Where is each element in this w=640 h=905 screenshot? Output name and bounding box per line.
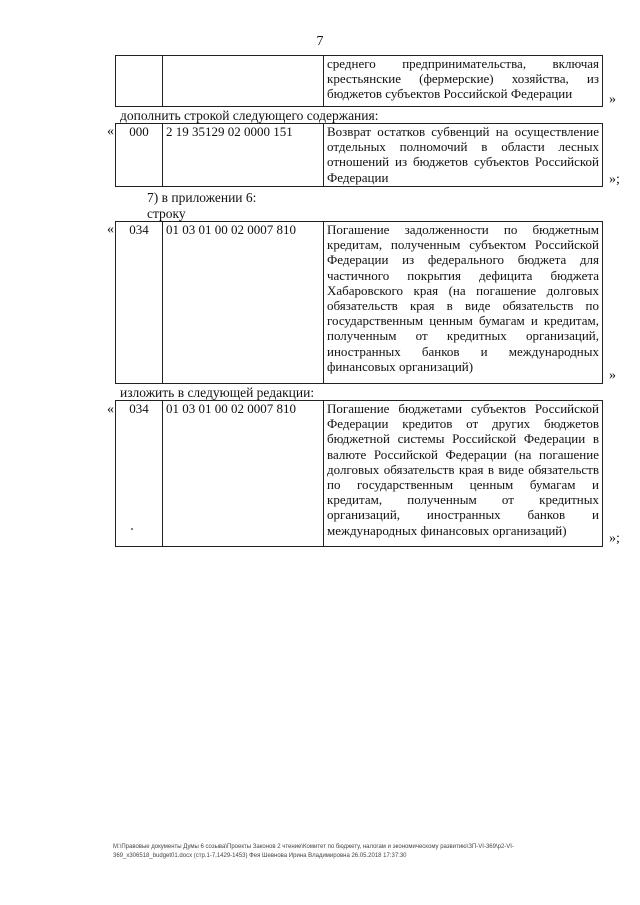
table-row: [116, 401, 603, 547]
table-old-row: [115, 221, 603, 384]
instruction-add-line: дополнить строкой следующего содержания:: [120, 108, 379, 123]
instruction-edit-line: изложить в следующей редакции:: [120, 385, 315, 400]
table-row: [116, 56, 603, 107]
row-word: строку: [147, 206, 186, 221]
close-quote: »;: [609, 172, 620, 187]
kbk-cell: 2 19 35129 02 0000 151: [163, 124, 324, 187]
name-cell: Погашение бюджетами субъектов Российской Федерации кредитов от других бюджетов бюджетной системы Российской Федерации в валюте Российской Федерации (на погашение долговых обязательств края в виде обязательств по государственным ценным бумагам и кредитам, полученным от кредитных организаций, иностранных банков и международных финансовых организаций): [324, 401, 603, 547]
table-new-row: [115, 400, 603, 547]
close-quote: »: [609, 368, 616, 383]
kbk-cell: 01 03 01 00 02 0007 810: [163, 222, 324, 384]
page-number: 7: [316, 34, 324, 49]
footer-path-line-2: 369_x306518_budget01.docx (стр.1-7,1429-1453) Фея Шевнова Ирина Владимировна 26.05.2018 17:37:30: [113, 853, 407, 859]
code-cell: [116, 56, 163, 107]
close-quote: »: [609, 92, 616, 107]
open-quote: «: [107, 222, 114, 237]
name-cell: Возврат остатков субвенций на осуществление отдельных полномочий в области лесных отношений из бюджетов субъектов Российской Федерации: [324, 124, 603, 187]
open-quote: «: [107, 124, 114, 139]
code-cell: 034: [116, 222, 163, 384]
appendix-heading: 7) в приложении 6:: [147, 190, 257, 205]
scan-speck: [131, 528, 133, 530]
close-quote: »;: [609, 531, 620, 546]
table-row: [116, 222, 603, 384]
kbk-cell: [163, 56, 324, 107]
footer-path-line-1: M:\Правовые документы Думы 6 созыва\Проекты Законов 2 чтение\Комитет по бюджету, налогам и экономическому развитию\ЗП-VI-369\р2-VI-: [113, 844, 514, 850]
table-top-row: [115, 55, 603, 107]
name-cell: Погашение задолженности по бюджетным кредитам, полученным субъектом Российской Федерации из федерального бюджета для частичного покрытия дефицита бюджета Хабаровского края (на погашение долговых обязательств края в виде обязательств по государственным ценным бумагам и кредитам, полученным от кредитных организаций, иностранных банков и международных финансовых организаций): [324, 222, 603, 384]
table-row: [116, 124, 603, 187]
code-cell: 000: [116, 124, 163, 187]
open-quote: «: [107, 402, 114, 417]
table-added-row: [115, 123, 603, 187]
name-cell: среднего предпринимательства, включая крестьянские (фермерские) хозяйства, из бюджетов субъектов Российской Федерации: [324, 56, 603, 107]
code-cell: 034: [116, 401, 163, 547]
kbk-cell: 01 03 01 00 02 0007 810: [163, 401, 324, 547]
